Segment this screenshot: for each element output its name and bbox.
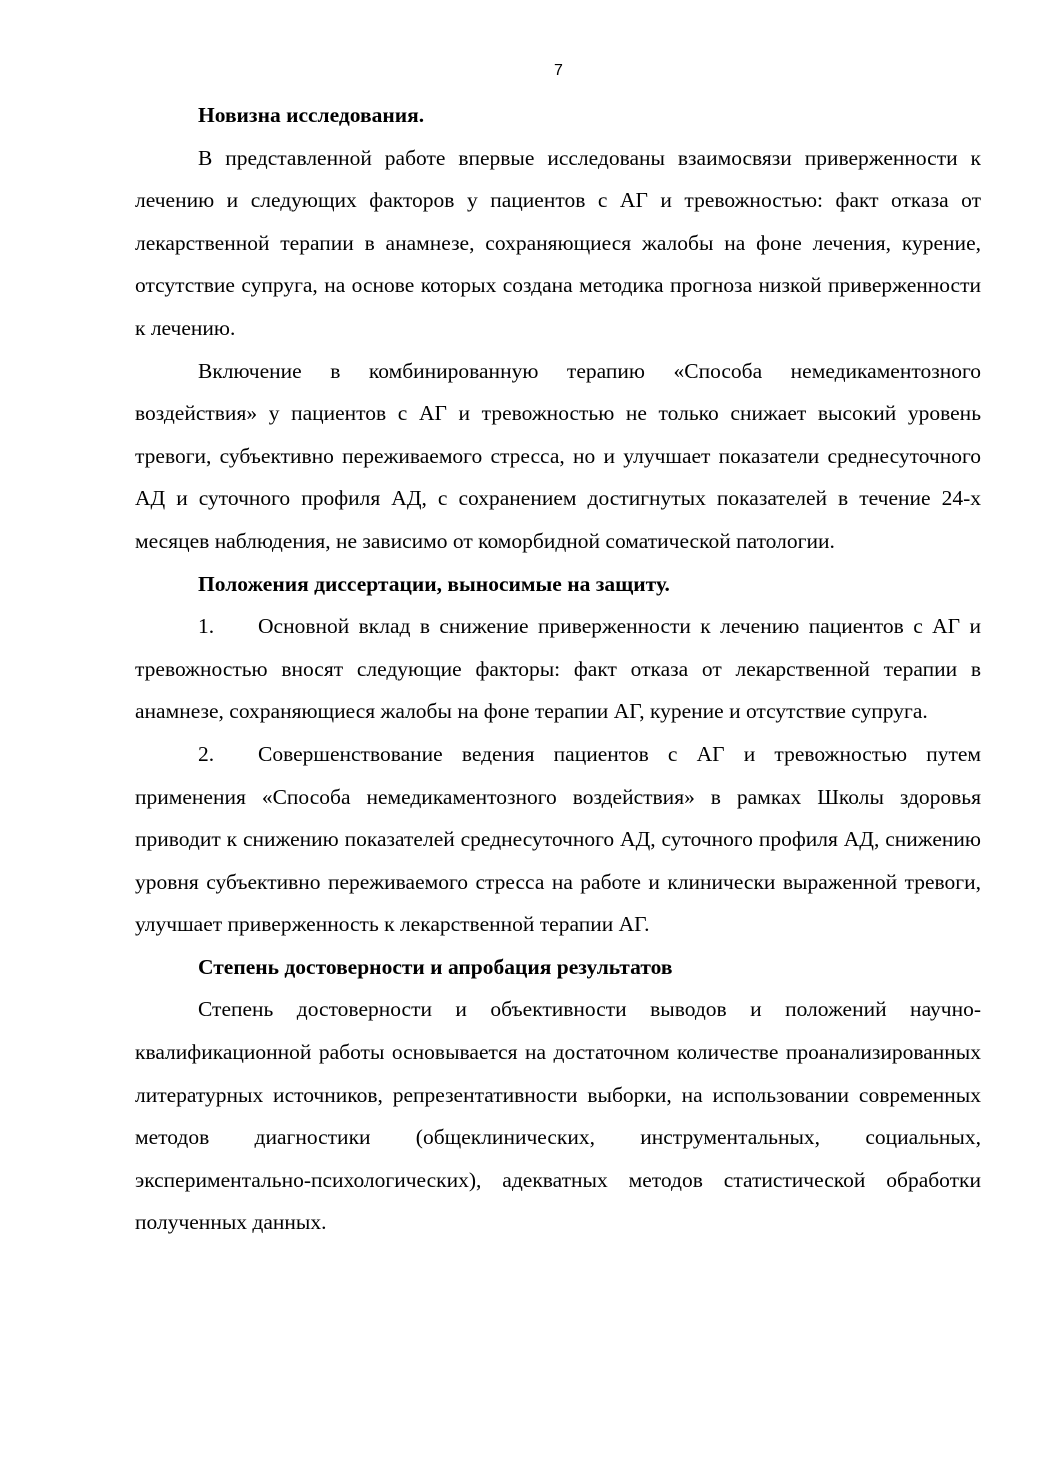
thesis-number-2: 2. [198, 741, 215, 766]
novelty-paragraph-1: В представленной работе впервые исследованы взаимосвязи приверженности к лечению и следующих факторов у пациентов с АГ и тревожностью: факт отказа от лекарственной терапии в анамнезе, сохраняющиеся жалобы на фоне лечения, курение, отсутствие супруга, на основе которых создана методика прогноза низкой приверженности к лечению. [135, 145, 981, 340]
section-heading-theses: Положения диссертации, выносимые на защиту. [198, 571, 670, 596]
thesis-text-1: Основной вклад в снижение приверженности к лечению пациентов с АГ и тревожностью вносят следующие факторы: факт отказа от лекарственной терапии в анамнезе, сохраняющиеся жалобы на фоне терапии АГ, курение и отсутствие супруга. [135, 614, 981, 724]
thesis-item-2 [135, 733, 981, 946]
page-number: 7 [554, 62, 563, 79]
reliability-paragraph-1: Степень достоверности и объективности выводов и положений научно-квалификационной работы основывается на достаточном количестве проанализированных литературных источников, репрезентативности выборки, на использовании современных методов диагностики (общеклинических, инструментальных, социальных, экспериментально-психологических), адекватных методов статистической обработки полученных данных. [135, 997, 981, 1235]
section-heading-novelty: Новизна исследования. [198, 103, 425, 127]
novelty-paragraph-2: Включение в комбинированную терапию «Способа немедикаментозного воздействия» у пациентов с АГ и тревожностью не только снижает высокий уровень тревоги, субъективно переживаемого стресса, но и улучшает показатели среднесуточного АД и суточного профиля АД, с сохранением достигнутых показателей в течение 24-х месяцев наблюдения, не зависимо от коморбидной соматической патологии. [135, 358, 981, 553]
thesis-number-1: 1. [198, 614, 215, 639]
section-heading-reliability: Степень достоверности и апробация результатов [198, 954, 673, 979]
document-body [135, 94, 981, 1244]
thesis-text-2: Совершенствование ведения пациентов с АГ и тревожностью путем применения «Способа немедикаментозного воздействия» в рамках Школы здоровья приводит к снижению показателей среднесуточного АД, суточного профиля АД, снижению уровня субъективно переживаемого стресса на работе и клинически выраженной тревоги, улучшает приверженность к лекарственной терапии АГ. [135, 741, 981, 937]
thesis-item-1 [135, 605, 981, 733]
